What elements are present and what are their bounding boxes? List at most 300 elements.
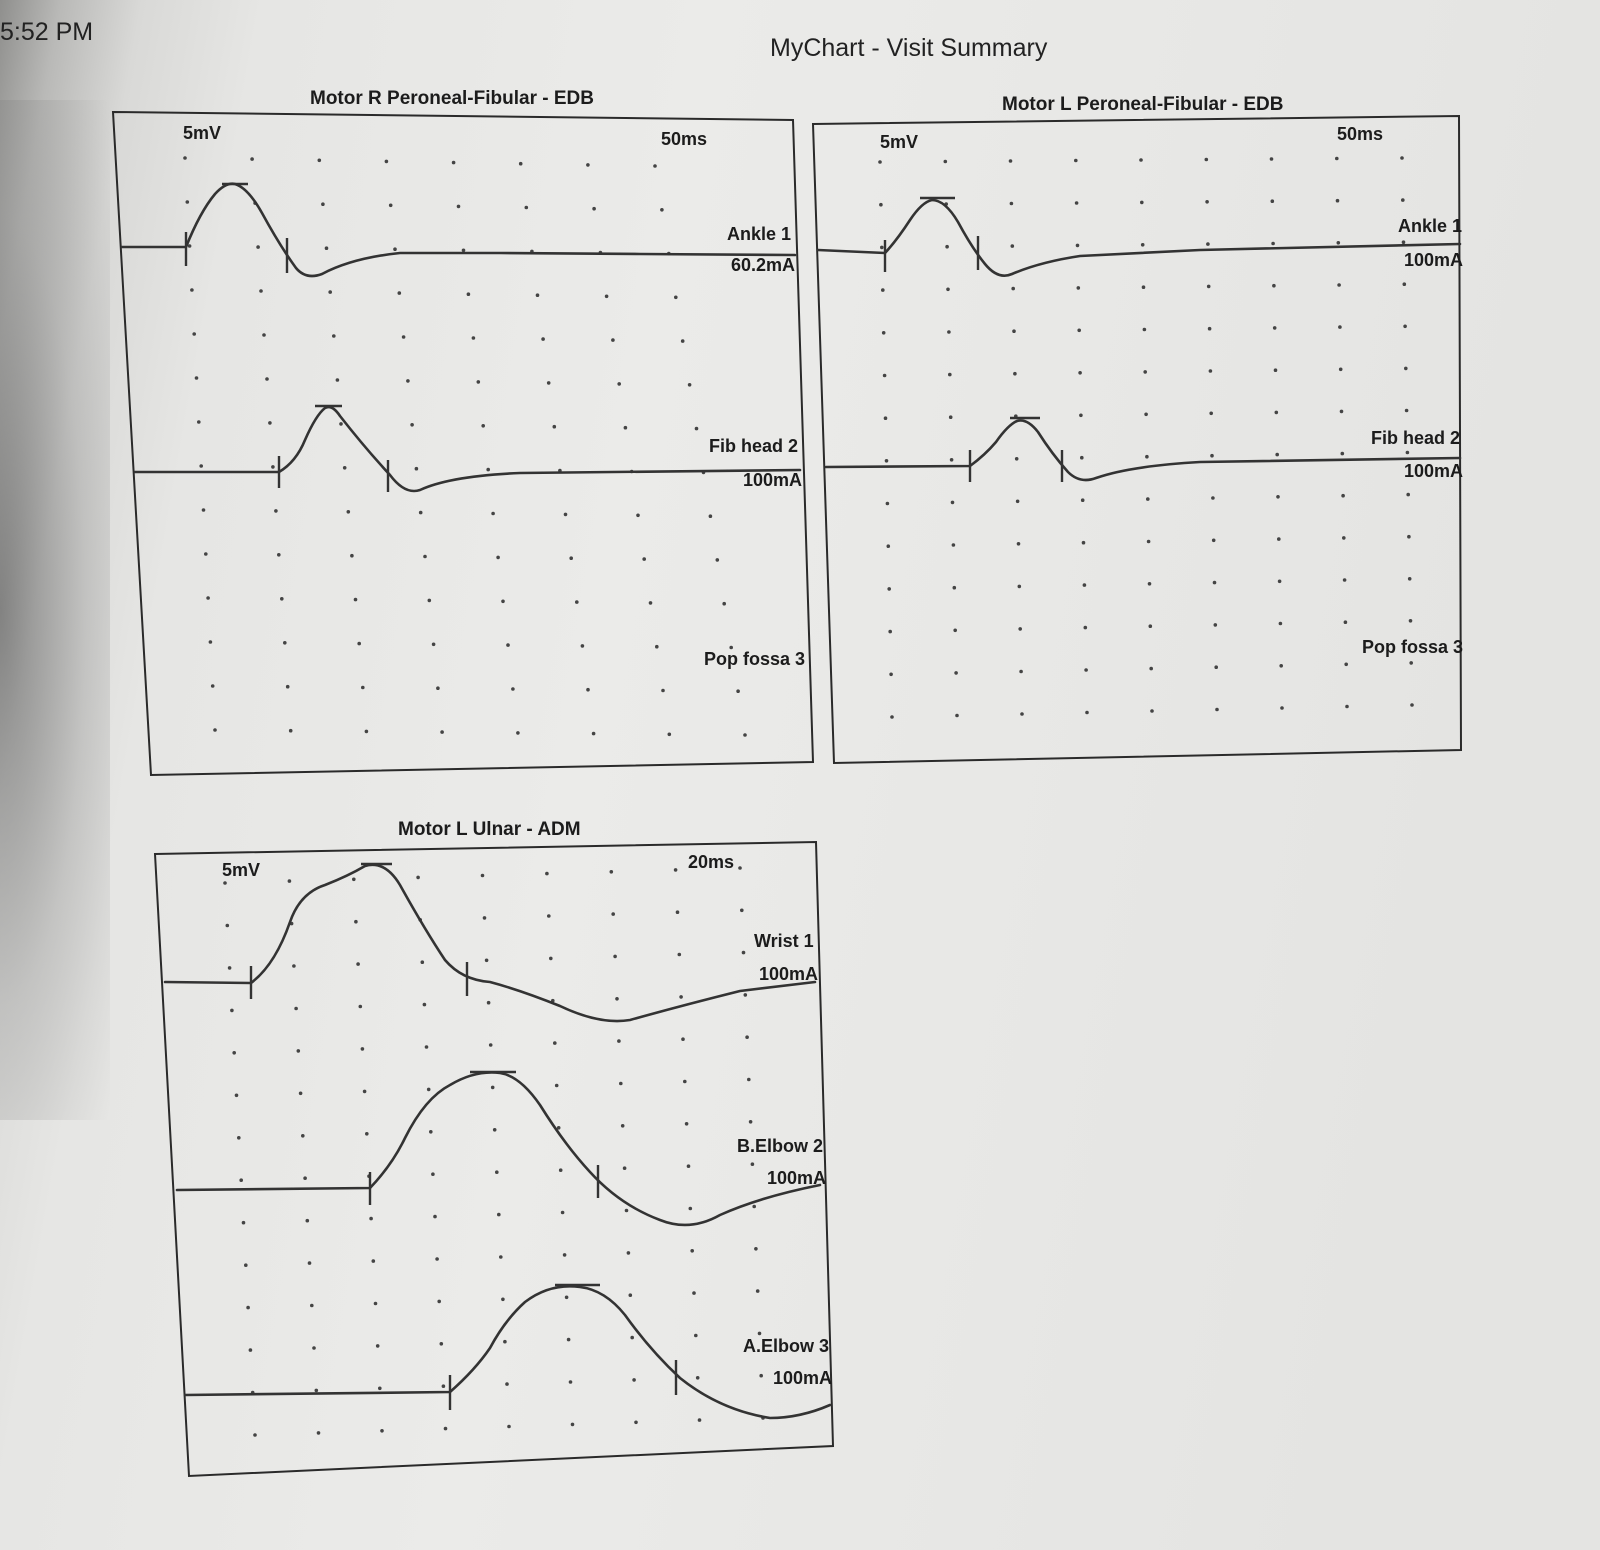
grid-dot [1084, 626, 1088, 630]
grid-dot [516, 731, 520, 735]
grid-dot [1009, 159, 1013, 163]
grid-dot [283, 641, 287, 645]
grid-dot [1084, 668, 1088, 672]
grid-dot [592, 207, 596, 211]
grid-dot [249, 1348, 253, 1352]
grid-dot [506, 643, 510, 647]
grid-dot [888, 630, 892, 634]
grid-dot [253, 1433, 257, 1437]
grid-dot [406, 379, 410, 383]
grid-dot [1210, 454, 1214, 458]
grid-dot [642, 557, 646, 561]
grid-dot [481, 424, 485, 428]
grid-dot [1205, 200, 1209, 204]
grid-dot [427, 1088, 431, 1092]
grid-dot [1213, 581, 1217, 585]
trace-stimulus-label: 100mA [1404, 461, 1464, 481]
grid-dot [374, 1302, 378, 1306]
grid-dot [299, 1092, 303, 1096]
grid-dot [433, 1215, 437, 1219]
panel-l-peroneal [813, 94, 1463, 763]
grid-dot [681, 1037, 685, 1041]
grid-dot [634, 1421, 638, 1425]
waveform-ankle-1 [122, 184, 795, 276]
waveform-b-elbow-2 [177, 1073, 820, 1225]
grid-dot [389, 204, 393, 208]
grid-dot [1409, 619, 1413, 623]
grid-dot [736, 689, 740, 693]
grid-dot [237, 1136, 241, 1140]
panel-title: Motor R Peroneal-Fibular - EDB [310, 88, 594, 109]
grid-dot [437, 1300, 441, 1304]
grid-dot [947, 330, 951, 334]
grid-dot [541, 337, 545, 341]
grid-dot [740, 909, 744, 913]
grid-dot [1019, 670, 1023, 674]
grid-dot [352, 878, 356, 882]
grid-dot [350, 554, 354, 558]
grid-dot [268, 421, 272, 425]
grid-dot [378, 1387, 382, 1391]
grid-dot [1215, 708, 1219, 712]
grid-dot [679, 995, 683, 999]
grid-dot [1141, 243, 1145, 247]
grid-dot [505, 1382, 509, 1386]
grid-dot [1074, 159, 1078, 163]
grid-dot [1407, 535, 1411, 539]
grid-dot [356, 962, 360, 966]
grid-dot [452, 161, 456, 165]
grid-dot [209, 640, 213, 644]
grid-dot [884, 416, 888, 420]
grid-dot [1401, 198, 1405, 202]
grid-dot [685, 1122, 689, 1126]
grid-dot [1012, 329, 1016, 333]
grid-dot [250, 157, 254, 161]
grid-dot [491, 1086, 495, 1090]
grid-dot [1337, 241, 1341, 245]
grid-dot [678, 953, 682, 957]
grid-dot [611, 912, 615, 916]
grid-dot [288, 879, 292, 883]
grid-dot [1010, 202, 1014, 206]
grid-dot [954, 671, 958, 675]
grid-dot [361, 1047, 365, 1051]
trace-site-label: A.Elbow 3 [743, 1336, 830, 1356]
grid-dot [1143, 370, 1147, 374]
grid-dot [462, 249, 466, 253]
grid-dot [743, 733, 747, 737]
grid-dot [668, 733, 672, 737]
grid-dot [610, 870, 614, 874]
trace-stimulus-label: 100mA [1404, 250, 1464, 270]
grid-dot [428, 599, 432, 603]
grid-dot [696, 1376, 700, 1380]
grid-dot [423, 1003, 427, 1007]
grid-dot [493, 1128, 497, 1132]
grid-dot [1081, 498, 1085, 502]
grid-dot [1020, 712, 1024, 716]
trace-stimulus-label: 100mA [767, 1168, 827, 1188]
grid-dot [949, 415, 953, 419]
grid-dot [553, 1041, 557, 1045]
grid-dot [308, 1261, 312, 1265]
grid-dot [435, 1257, 439, 1261]
grid-dot [372, 1259, 376, 1263]
grid-dot [277, 553, 281, 557]
grid-dot [432, 643, 436, 647]
panel-title: Motor L Peroneal-Fibular - EDB [1002, 94, 1284, 115]
grid-dot [709, 514, 713, 518]
grid-dot [952, 543, 956, 547]
grid-dot [1209, 369, 1213, 373]
grid-dot [239, 1178, 243, 1182]
grid-dot [569, 556, 573, 560]
grid-dot [525, 206, 529, 210]
grid-dots [878, 156, 1414, 719]
grid-dot [1016, 500, 1020, 504]
grid-dot [1015, 457, 1019, 461]
grid-dot [536, 293, 540, 297]
grid-dot [507, 1425, 511, 1429]
grid-dot [477, 380, 481, 384]
grid-dot [363, 1090, 367, 1094]
grid-dot [501, 600, 505, 604]
grid-dot [1013, 372, 1017, 376]
grid-dot [429, 1130, 433, 1134]
grid-dot [882, 331, 886, 335]
grid-dot [1275, 411, 1279, 415]
grid-dot [581, 644, 585, 648]
grid-dot [749, 1120, 753, 1124]
grid-dot [1406, 493, 1410, 497]
grid-dot [186, 200, 190, 204]
grid-dot [698, 1418, 702, 1422]
grid-dot [660, 208, 664, 212]
time-scale: 50ms [1337, 124, 1384, 144]
grid-dot [328, 290, 332, 294]
grid-dot [887, 587, 891, 591]
grid-dot [1083, 583, 1087, 587]
grid-dot [751, 1162, 755, 1166]
grid-dot [611, 338, 615, 342]
grid-dot [738, 866, 742, 870]
grid-dot [945, 245, 949, 249]
grid-dot [380, 1429, 384, 1433]
grid-dot [1148, 582, 1152, 586]
grid-dot [199, 464, 203, 468]
grid-dot [226, 924, 230, 928]
grid-dot [332, 334, 336, 338]
grid-dot [519, 162, 523, 166]
grid-dot [436, 686, 440, 690]
grid-dot [881, 288, 885, 292]
trace-site-label: B.Elbow 2 [737, 1136, 824, 1156]
amplitude-scale: 5mV [222, 860, 261, 880]
grid-dot [953, 586, 957, 590]
grid-dot [944, 160, 948, 164]
grid-dot [649, 601, 653, 605]
grid-dot [627, 1251, 631, 1255]
grid-dot [629, 1293, 633, 1297]
grid-dot [232, 1051, 236, 1055]
grid-dot [1149, 624, 1153, 628]
grid-dot [886, 502, 890, 506]
grid-dot [632, 1378, 636, 1382]
grid-dot [235, 1094, 239, 1098]
grid-dot [1205, 158, 1209, 162]
trace-site-label: Ankle 1 [1398, 216, 1463, 236]
grid-dot [623, 1166, 627, 1170]
grid-dot [354, 920, 358, 924]
grid-dot [605, 295, 609, 299]
grid-dot [569, 1380, 573, 1384]
grid-dot [188, 244, 192, 248]
grid-dot [503, 1340, 507, 1344]
grid-dot [955, 714, 959, 718]
grid-dot [1402, 240, 1406, 244]
grid-dot [274, 509, 278, 513]
grid-dot [1271, 199, 1275, 203]
grid-dot [547, 914, 551, 918]
grid-dot [1146, 497, 1150, 501]
grid-dot [617, 382, 621, 386]
grid-dot [571, 1423, 575, 1427]
panel-frame [155, 842, 833, 1476]
grid-dot [1209, 412, 1213, 416]
panel-frame [113, 112, 813, 775]
grid-dot [890, 715, 894, 719]
grid-dot [756, 1289, 760, 1293]
grid-dot [1077, 329, 1081, 333]
grid-dot [565, 1296, 569, 1300]
grid-dot [1085, 711, 1089, 715]
grid-dot [661, 689, 665, 693]
panel-r-peroneal [113, 88, 813, 775]
grid-dot [223, 881, 227, 885]
waveform-wrist-1 [165, 865, 815, 1021]
grid-dot [1280, 706, 1284, 710]
grid-dot [228, 966, 232, 970]
grid-dot [948, 373, 952, 377]
grid-dot [887, 544, 891, 548]
grid-dot [575, 600, 579, 604]
grid-dots [223, 866, 765, 1437]
grid-dot [1211, 496, 1215, 500]
grid-dot [674, 296, 678, 300]
trace-site-label: Pop fossa 3 [704, 649, 806, 669]
grid-dot [742, 951, 746, 955]
grid-dot [1078, 371, 1082, 375]
grid-dot [192, 332, 196, 336]
grid-dot [653, 164, 657, 168]
grid-dots [183, 156, 747, 737]
grid-dot [621, 1124, 625, 1128]
grid-dot [1271, 242, 1275, 246]
grid-dot [1344, 620, 1348, 624]
grid-dot [722, 602, 726, 606]
trace-stimulus-label: 100mA [773, 1368, 833, 1388]
panel-l-ulnar [155, 819, 833, 1476]
grid-dot [747, 1078, 751, 1082]
grid-dot [1273, 326, 1277, 330]
grid-dot [1335, 157, 1339, 161]
grid-dot [889, 673, 893, 677]
grid-dot [1214, 623, 1218, 627]
grid-dot [415, 467, 419, 471]
grid-dot [499, 1255, 503, 1259]
grid-dot [485, 959, 489, 963]
grid-dot [1077, 286, 1081, 290]
grid-dot [1403, 282, 1407, 286]
grid-dot [197, 420, 201, 424]
grid-dot [688, 383, 692, 387]
grid-dot [416, 876, 420, 880]
grid-dot [271, 465, 275, 469]
grid-dot [246, 1306, 250, 1310]
grid-dot [369, 1217, 373, 1221]
grid-dot [1150, 709, 1154, 713]
grid-dot [1080, 456, 1084, 460]
grid-dot [317, 1431, 321, 1435]
grid-dot [619, 1082, 623, 1086]
grid-dot [195, 376, 199, 380]
grid-dot [511, 687, 515, 691]
grid-dot [617, 1039, 621, 1043]
grid-dot [716, 558, 720, 562]
waveform-fib-head-2 [826, 420, 1460, 480]
grid-dot [564, 513, 568, 517]
grid-dot [690, 1249, 694, 1253]
trace-stimulus-label: 60.2mA [731, 255, 796, 275]
grid-dot [354, 598, 358, 602]
grid-dot [1147, 540, 1151, 544]
grid-dot [561, 1211, 565, 1215]
grid-dot [1409, 661, 1413, 665]
time-scale: 20ms [688, 852, 735, 872]
grid-dot [495, 1170, 499, 1174]
grid-dot [190, 288, 194, 292]
grid-dot [1011, 287, 1015, 291]
grid-dot [294, 1007, 298, 1011]
grid-dot [410, 423, 414, 427]
grid-dot [501, 1298, 505, 1302]
grid-dot [1342, 536, 1346, 540]
grid-dot [1207, 285, 1211, 289]
grid-dot [1340, 410, 1344, 414]
grid-dot [256, 245, 260, 249]
grid-dot [496, 556, 500, 560]
grid-dot [204, 552, 208, 556]
grid-dot [318, 159, 322, 163]
grid-dot [1343, 578, 1347, 582]
grid-dot [615, 997, 619, 1001]
grid-dot [312, 1346, 316, 1350]
grid-dot [398, 291, 402, 295]
grid-dot [1082, 541, 1086, 545]
grid-dot [280, 597, 284, 601]
grid-dot [1338, 325, 1342, 329]
grid-dot [365, 1132, 369, 1136]
grid-dot [242, 1221, 246, 1225]
grid-dot [1011, 244, 1015, 248]
grid-dot [567, 1338, 571, 1342]
grid-dot [487, 1001, 491, 1005]
amplitude-scale: 5mV [183, 123, 222, 143]
grid-dot [259, 289, 263, 293]
grid-dot [1279, 664, 1283, 668]
grid-dot [1274, 368, 1278, 372]
grid-dot [1206, 242, 1210, 246]
waveform-fib-head-2 [135, 407, 803, 491]
grid-dot [402, 335, 406, 339]
grid-dot [1276, 495, 1280, 499]
grid-dot [883, 374, 887, 378]
grid-dot [1144, 413, 1148, 417]
grid-dot [1079, 414, 1083, 418]
grid-dot [491, 512, 495, 516]
grid-dot [630, 1336, 634, 1340]
grid-dot [321, 202, 325, 206]
grid-dot [754, 1247, 758, 1251]
grid-dot [1143, 328, 1147, 332]
grid-dot [431, 1172, 435, 1176]
grid-dot [183, 156, 187, 160]
grid-dot [489, 1043, 493, 1047]
grid-dot [202, 508, 206, 512]
trace-stimulus-label: 100mA [759, 964, 819, 984]
grid-dot [1408, 577, 1412, 581]
grid-dot [336, 378, 340, 382]
grid-dot [1345, 705, 1349, 709]
grid-dot [306, 1219, 310, 1223]
grid-dot [1149, 667, 1153, 671]
grid-dot [676, 910, 680, 914]
grid-dot [683, 1080, 687, 1084]
grid-dot [695, 427, 699, 431]
grid-dot [206, 596, 210, 600]
trace-stimulus-label: 100mA [743, 470, 803, 490]
grid-dot [1275, 453, 1279, 457]
grid-dot [1140, 201, 1144, 205]
waveform-ankle-1 [818, 200, 1463, 276]
grid-dot [442, 1384, 446, 1388]
grid-dot [1404, 367, 1408, 371]
grid-dot [213, 728, 217, 732]
grid-dot [885, 459, 889, 463]
grid-dot [385, 160, 389, 164]
grid-dot [586, 163, 590, 167]
grid-dot [1145, 455, 1149, 459]
grid-dot [953, 629, 957, 633]
grid-dot [681, 339, 685, 343]
waveform-a-elbow-3 [185, 1286, 833, 1418]
grid-dot [745, 1035, 749, 1039]
grid-dot [339, 422, 343, 426]
amplitude-scale: 5mV [880, 132, 919, 152]
grid-dot [547, 381, 551, 385]
grid-dot [1208, 327, 1212, 331]
grid-dot [292, 964, 296, 968]
grid-dot [563, 1253, 567, 1257]
grid-dot [758, 1332, 762, 1336]
grid-dot [347, 510, 351, 514]
grid-dot [1341, 494, 1345, 498]
grid-dot [1403, 325, 1407, 329]
grid-dot [481, 874, 485, 878]
grid-dot [357, 642, 361, 646]
grid-dot [1278, 580, 1282, 584]
